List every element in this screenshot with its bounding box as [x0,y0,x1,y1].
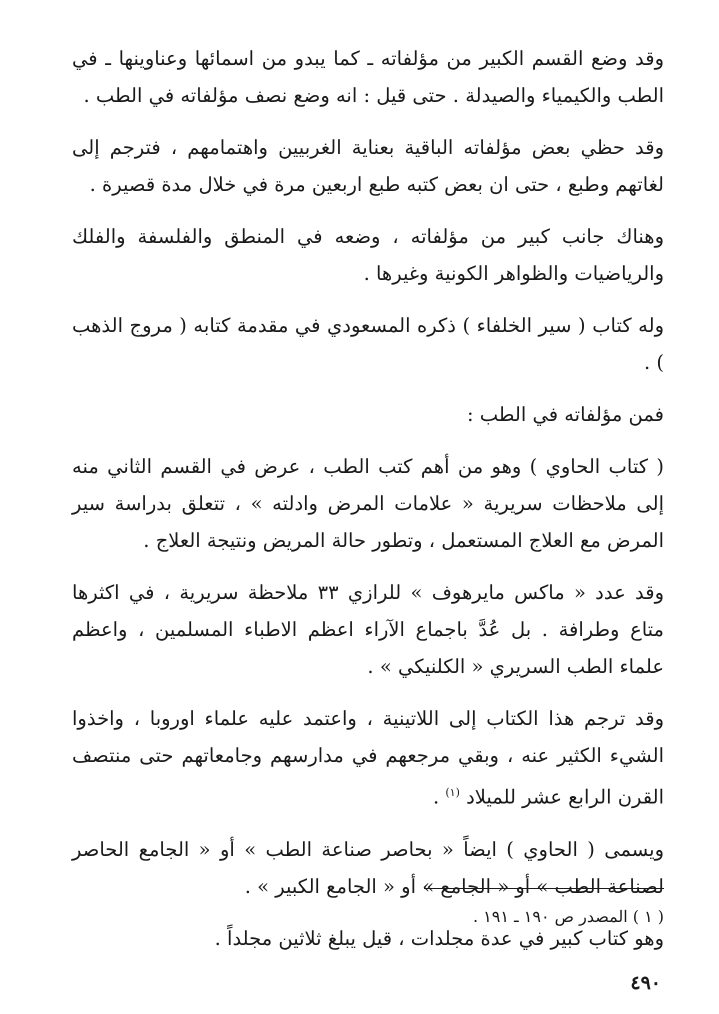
footnote-reference: (١) [445,786,460,799]
paragraph-8-text: وقد ترجم هذا الكتاب إلى اللاتينية ، واعتمد عليه علماء اوروبا ، واخذوا الشيء الكثير عنه ، وبقي مرجعهم في مدارسهم وجامعاتهم حتى منتصف القرن الرابع عشر للميلاد [72,707,664,809]
paragraph-10: وهو كتاب كبير في عدة مجلدات ، قيل يبلغ ثلاثين مجلداً . [214,926,664,950]
page-number: ٤٩٠ [630,972,661,994]
paragraph-2: وقد حظي بعض مؤلفاته الباقية بعناية الغربيين واهتمامهم ، فترجم إلى لغاتهم وطبع ، حتى ان بعض كتبه طبع اربعين مرة في خلال مدة قصيرة . [72,136,664,196]
paragraph-7: وقد عدد « ماكس مايرهوف » للرازي ٣٣ ملاحظة سريرية ، في اكثرها متاع وطرافة . بل عُدَّ باجماع الآراء اعظم الاطباء المسلمين ، واعظم علماء الطب السريري « الكلنيكي » . [72,581,664,678]
footnote: ( ١ ) المصدر ص ١٩٠ ـ ١٩١ . [472,907,664,926]
paragraph-3: وهناك جانب كبير من مؤلفاته ، وضعه في المنطق والفلسفة والفلك والرياضيات والظواهر الكونية وغيرها . [72,225,664,285]
paragraph-5: فمن مؤلفاته في الطب : [466,403,664,426]
footnote-divider [424,888,664,889]
paragraph-8-end: . [432,785,446,809]
paragraph-4: وله كتاب ( سير الخلفاء ) ذكره المسعودي في مقدمة كتابه ( مروج الذهب ) . [72,314,664,374]
paragraph-6: ( كتاب الحاوي ) وهو من أهم كتب الطب ، عرض في القسم الثاني منه إلى ملاحظات سريرية « علامات المرض وادلته » ، تتعلق بدراسة سير المرض مع العلاج المستعمل ، وتطور حالة المريض ونتيجة العلاج . [72,455,664,552]
paragraph-8 [72,700,664,816]
paragraph-9: ويسمى ( الحاوي ) ايضاً « بحاصر صناعة الطب » أو « الجامع الحاصر لصناعة الطب » أو « الجامع » أو « الجامع الكبير » . [72,837,664,898]
paragraph-1: وقد وضع القسم الكبير من مؤلفاته ـ كما يبدو من اسمائها وعناوينها ـ في الطب والكيمياء والصيدلة . حتى قيل : انه وضع نصف مؤلفاته في الطب . [72,47,664,107]
